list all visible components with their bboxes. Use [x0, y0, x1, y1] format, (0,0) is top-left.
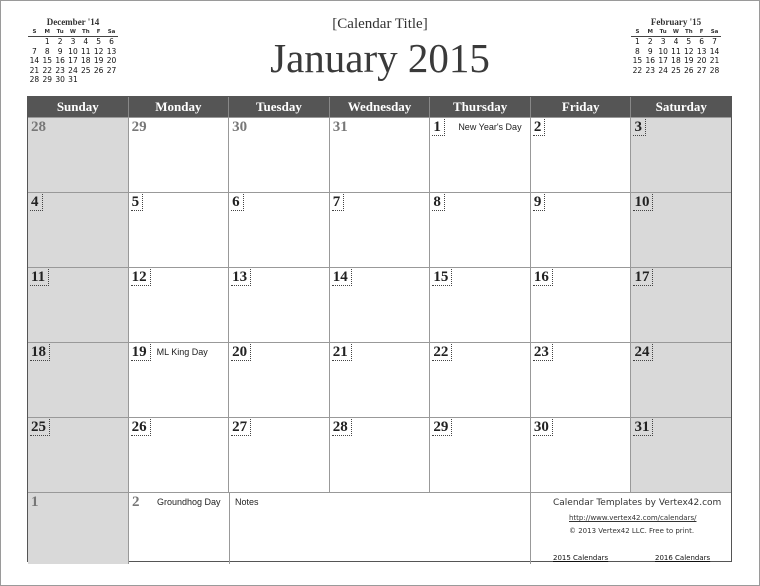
mini-day: 18: [671, 56, 681, 66]
mini-day: 27: [696, 65, 707, 75]
mini-day: 23: [55, 65, 65, 75]
day-number: 7: [332, 194, 345, 211]
day-cell[interactable]: [229, 343, 330, 417]
mini-day: 24: [68, 65, 78, 75]
day-number: 11: [30, 269, 49, 286]
day-number: 13: [231, 269, 251, 286]
day-cell[interactable]: [28, 418, 129, 492]
mini-day: 20: [106, 56, 117, 66]
day-cell[interactable]: [129, 268, 230, 342]
day-cell[interactable]: [430, 418, 531, 492]
calendars-2016-link[interactable]: 2016 Calendars: [655, 554, 711, 562]
mini-weekday-label: M: [644, 27, 657, 37]
mini-day: 8: [635, 46, 640, 56]
day-number: 15: [432, 269, 452, 286]
day-number: 8: [432, 194, 445, 211]
day-cell[interactable]: [430, 343, 531, 417]
mini-day: 16: [55, 56, 65, 66]
day-number: 23: [533, 344, 553, 361]
mini-day: 4: [673, 37, 679, 47]
mini-day: 6: [109, 37, 114, 47]
mini-day: 15: [42, 56, 53, 66]
day-cell[interactable]: [129, 343, 230, 417]
mini-day: 27: [106, 65, 117, 75]
day-cell[interactable]: [28, 268, 129, 342]
day-number: 29: [131, 119, 147, 135]
day-number: 28: [332, 419, 352, 436]
mini-day: 13: [696, 46, 707, 56]
mini-day: 1: [44, 37, 50, 47]
mini-day: 11: [671, 46, 681, 56]
day-number: 4: [30, 194, 43, 211]
weekday-tuesday: Tuesday: [229, 97, 330, 117]
mini-day: 21: [29, 65, 40, 75]
day-cell[interactable]: [129, 118, 230, 192]
mini-day: 2: [647, 37, 653, 47]
mini-day: 10: [658, 46, 668, 56]
mini-day: 24: [658, 65, 668, 75]
day-number: 3: [633, 119, 646, 136]
mini-day: 28: [29, 75, 40, 85]
day-cell[interactable]: [229, 268, 330, 342]
week-row: [28, 342, 731, 417]
mini-day: 5: [96, 37, 102, 47]
mini-day: 26: [684, 65, 694, 75]
mini-day: 10: [68, 46, 78, 56]
mini-day: 17: [68, 56, 78, 66]
mini-weekday-label: Tu: [657, 27, 670, 37]
mini-day: 9: [647, 46, 653, 56]
day-cell[interactable]: [28, 493, 129, 564]
day-number: 29: [432, 419, 452, 436]
day-number: 30: [533, 419, 553, 436]
mini-weekday-label: M: [41, 27, 54, 37]
month-grid: [27, 96, 732, 562]
day-number: 2: [533, 119, 546, 136]
mini-day: 11: [81, 46, 91, 56]
month-title: January 2015: [270, 35, 490, 81]
day-number: 21: [332, 344, 352, 361]
notes-area[interactable]: [230, 493, 531, 564]
mini-day: 22: [632, 65, 643, 75]
week-row: [28, 192, 731, 267]
day-cell[interactable]: [631, 193, 731, 267]
mini-weekday-label: S: [631, 27, 644, 37]
mini-day: 14: [29, 56, 40, 66]
url-link[interactable]: http://www.vertex42.com/calendars/: [569, 514, 697, 522]
day-cell[interactable]: [430, 118, 531, 192]
mini-day: 7: [712, 37, 717, 47]
calendars-2015-link[interactable]: 2015 Calendars: [553, 554, 609, 562]
mini-day: 29: [42, 75, 53, 85]
mini-day: 8: [44, 46, 50, 56]
info-box: [531, 493, 731, 564]
day-number: 26: [131, 419, 151, 436]
mini-day: 26: [93, 65, 104, 75]
mini-weekday-label: Th: [682, 27, 695, 37]
day-cell[interactable]: [330, 418, 431, 492]
calendar-title[interactable]: [Calendar Title]: [332, 16, 428, 32]
brand-text: Calendar Templates by Vertex42.com: [553, 498, 722, 508]
day-cell[interactable]: [28, 118, 129, 192]
holiday-label: ML King Day: [156, 347, 208, 357]
day-cell[interactable]: [129, 418, 230, 492]
weekday-saturday: Saturday: [655, 99, 707, 114]
day-cell[interactable]: [330, 193, 431, 267]
mini-day: 31: [68, 75, 78, 85]
mini-day: 1: [635, 37, 640, 47]
day-number: 2: [132, 494, 140, 510]
day-cell[interactable]: [631, 268, 731, 342]
day-cell[interactable]: [229, 418, 330, 492]
extra-week-row: [28, 492, 731, 564]
day-cell[interactable]: [631, 418, 731, 492]
day-number: 9: [533, 194, 546, 211]
mini-day: 19: [93, 56, 104, 66]
week-row: [28, 267, 731, 342]
holiday-label: New Year's Day: [458, 122, 522, 132]
mini-day: 16: [645, 56, 656, 66]
weekday-wednesday: Wednesday: [330, 97, 431, 117]
weekday-header: [28, 97, 731, 117]
mini-weekday-label: F: [92, 27, 105, 37]
day-number: 31: [332, 119, 348, 135]
mini-day: 13: [106, 46, 117, 56]
mini-calendar-title: December '14: [46, 17, 100, 27]
mini-day: 20: [696, 56, 707, 66]
week-row: [28, 417, 731, 492]
mini-weekday-label: Sa: [708, 27, 721, 37]
weekday-monday: Monday: [129, 97, 230, 117]
day-cell[interactable]: [330, 343, 431, 417]
day-cell[interactable]: [330, 118, 431, 192]
weekday-sunday: Sunday: [28, 97, 129, 117]
copyright-text: © 2013 Vertex42 LLC. Free to print.: [569, 527, 695, 535]
mini-day: 18: [81, 56, 91, 66]
mini-day: 5: [686, 37, 692, 47]
mini-day: 19: [684, 56, 694, 66]
mini-day: 14: [709, 46, 720, 56]
notes-label: Notes: [235, 497, 259, 507]
day-cell[interactable]: [531, 118, 632, 192]
day-cell[interactable]: [229, 118, 330, 192]
day-cell[interactable]: [129, 493, 230, 564]
day-cell[interactable]: [129, 193, 230, 267]
holiday-label: Groundhog Day: [157, 497, 221, 507]
mini-weekday-label: W: [670, 27, 683, 37]
mini-calendar-title: February '15: [650, 17, 702, 27]
day-number: 28: [31, 119, 46, 135]
day-cell[interactable]: [28, 193, 129, 267]
day-cell[interactable]: [531, 418, 632, 492]
day-cell[interactable]: [531, 193, 632, 267]
mini-day: 25: [671, 65, 681, 75]
mini-day: 28: [709, 65, 720, 75]
mini-day: 12: [93, 46, 104, 56]
mini-day: 22: [42, 65, 53, 75]
day-number: 30: [232, 119, 248, 135]
mini-day: 30: [55, 75, 65, 85]
weekday-friday: Friday: [531, 97, 632, 117]
mini-day: 2: [57, 37, 63, 47]
mini-weekday-label: S: [28, 27, 41, 37]
mini-day: 25: [81, 65, 91, 75]
day-number: 25: [30, 419, 50, 436]
day-number: 27: [231, 419, 251, 436]
day-number: 24: [633, 344, 653, 361]
mini-day: 7: [32, 46, 37, 56]
mini-day: 9: [57, 46, 63, 56]
day-number: 22: [432, 344, 452, 361]
weekday-thursday: Thursday: [430, 97, 531, 117]
mini-day: 15: [632, 56, 643, 66]
day-number: 5: [131, 194, 144, 211]
day-number: 1: [31, 494, 39, 510]
day-cell[interactable]: [28, 343, 129, 417]
mini-day: 6: [699, 37, 705, 47]
day-number: 16: [533, 269, 553, 286]
mini-day: 3: [660, 37, 666, 47]
day-number: 17: [633, 269, 653, 286]
day-number: 1: [432, 119, 445, 136]
day-cell[interactable]: [631, 343, 731, 417]
day-number: 14: [332, 269, 352, 286]
mini-weekday-label: Tu: [54, 27, 67, 37]
day-number: 10: [633, 194, 653, 211]
mini-weekday-label: Th: [79, 27, 92, 37]
mini-day: 17: [658, 56, 668, 66]
day-number: 19: [131, 344, 151, 361]
mini-day: 12: [684, 46, 694, 56]
day-cell[interactable]: [531, 343, 632, 417]
day-cell[interactable]: [430, 193, 531, 267]
day-number: 12: [131, 269, 151, 286]
mini-weekday-label: F: [695, 27, 708, 37]
day-cell[interactable]: [330, 268, 431, 342]
mini-day: 23: [645, 65, 656, 75]
day-cell[interactable]: [229, 193, 330, 267]
mini-day: 21: [709, 56, 720, 66]
day-cell[interactable]: [631, 118, 731, 192]
mini-day: 3: [70, 37, 76, 47]
day-cell[interactable]: [531, 268, 632, 342]
mini-weekday-label: W: [67, 27, 80, 37]
day-number: 18: [30, 344, 50, 361]
mini-day: 4: [83, 37, 89, 47]
week-row: [28, 117, 731, 192]
day-number: 20: [231, 344, 251, 361]
mini-weekday-label: Sa: [105, 27, 118, 37]
day-number: 6: [231, 194, 244, 211]
day-number: 31: [633, 419, 653, 436]
day-cell[interactable]: [430, 268, 531, 342]
